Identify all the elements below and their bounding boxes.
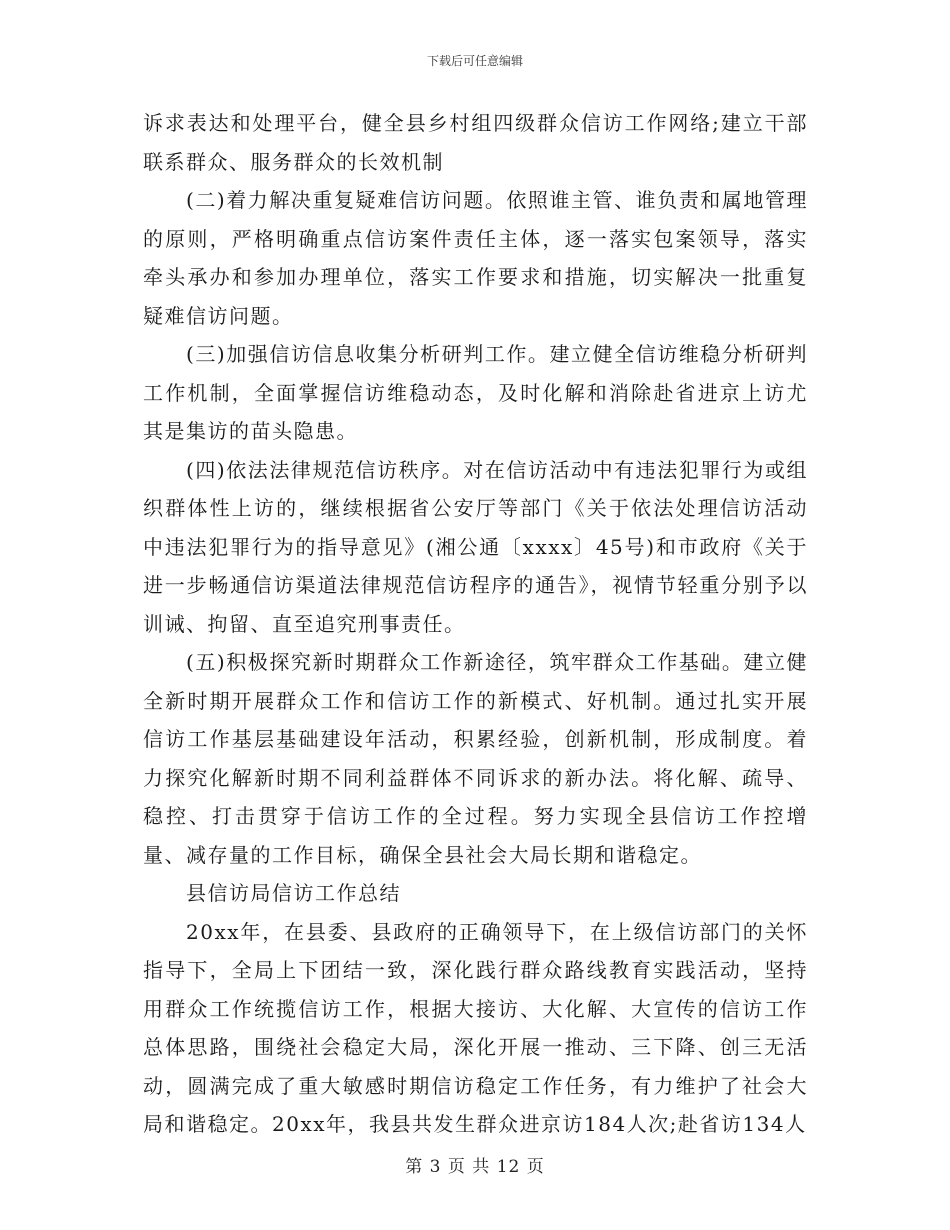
page-header: 下载后可任意编辑 xyxy=(426,54,523,68)
paragraph: (四)依法法律规范信访秩序。对在信访活动中有违法犯罪行为或组织群体性上访的，继续根据省公安厅等部门《关于依法处理信访活动中违法犯罪行为的指导意见》(湘公通〔xxxx〕45号)和市政府《关于进一步畅通信访渠道法律规范信访程序的通告》，视情节轻重分别予以训诫、拘留、直至追究刑事责任。 xyxy=(143,457,808,636)
document-body xyxy=(143,104,808,1144)
paragraph: (五)积极探究新时期群众工作新途径，筑牢群众工作基础。建立健全新时期开展群众工作和信访工作的新模式、好机制。通过扎实开展信访工作基层基础建设年活动，积累经验，创新机制，形成制度。着力探究化解新时期不同利益群体不同诉求的新办法。将化解、疏导、稳控、打击贯穿于信访工作的全过程。努力实现全县信访工作控增量、减存量的工作目标，确保全县社会大局长期和谐稳定。 xyxy=(143,650,808,867)
paragraph: 20xx年，在县委、县政府的正确领导下，在上级信访部门的关怀指导下，全局上下团结一致，深化践行群众路线教育实践活动，坚持用群众工作统揽信访工作，根据大接访、大化解、大宣传的信访工作总体思路，围绕社会稳定大局，深化开展一推动、三下降、创三无活动，圆满完成了重大敏感时期信访稳定工作任务，有力维护了社会大局和谐稳定。20xx年，我县共发生群众进京访184人次;赴省访134人 xyxy=(143,919,808,1136)
page-number-footer: 第 3 页 共 12 页 xyxy=(405,1157,545,1177)
section-title: 县信访局信访工作总结 xyxy=(186,881,401,905)
paragraph: (二)着力解决重复疑难信访问题。依照谁主管、谁负责和属地管理的原则，严格明确重点信访案件责任主体，逐一落实包案领导，落实牵头承办和参加办理单位，落实工作要求和措施，切实解决一批重复疑难信访问题。 xyxy=(143,188,808,328)
paragraph: (三)加强信访信息收集分析研判工作。建立健全信访维稳分析研判工作机制，全面掌握信访维稳动态，及时化解和消除赴省进京上访尤其是集访的苗头隐患。 xyxy=(143,342,808,443)
paragraph: 诉求表达和处理平台，健全县乡村组四级群众信访工作网络;建立干部联系群众、服务群众的长效机制 xyxy=(143,111,808,174)
